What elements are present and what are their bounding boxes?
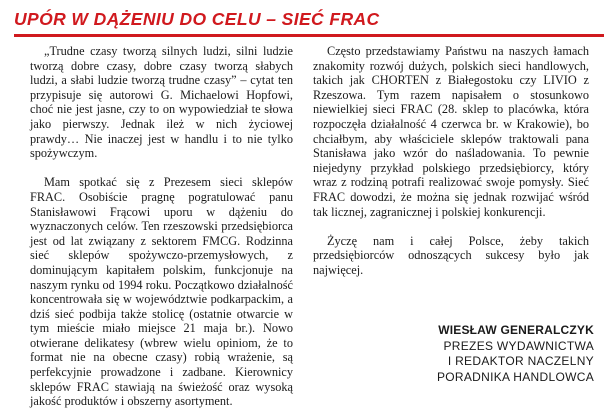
author-role: I REDAKTOR NACZELNY (447, 354, 594, 368)
paragraph: Często przedstawiamy Państwu na naszych łamach znakomity rozwój dużych, polskich sieci handlowych, takich jak CHORTEN z Białegostoku czy LIVIO z Rzeszowa. Tym razem napisałem o stosunkowo niewielkiej sieci FRAC (28. sklep to placówka, która rozpoczęła działalność 4 czerwca br. w Krakowie), bo chciałbym, aby właściciele sklepów traktowali pana Stanisława jako wzór do naśladowania. To pewnie niejedyny przykład polskiego przedsiębiorcy, który wraz z rodziną potrafi realizować swoje pomysły. Sieć FRAC dowodzi, że można się jednak rozwijać wśród tak licznej, zagranicznej i polskiej konkurencji. (313, 44, 589, 219)
author-name: WIESŁAW GENERALCZYK (438, 323, 594, 337)
paragraph: Mam spotkać się z Prezesem sieci sklepów FRAC. Osobiście pragnę pogratulować panu Stanisławowi Frącowi uporu w dążeniu do wyznaczonych celów. Ten rzeszowski przedsiębiorca jest od lat związany z sektorem FMCG. Rodzinna sieć sklepów spożywczo-przemysłowych, z dominującym kapitałem polskim, funkcjonuje na naszym rynku od 1994 roku. Początkowo działalność koncentrowała się w województwie podkarpackim, a dziś sieć podbija także stolicę (ostatnie otwarcie w tym mieście miało miejsce 21 maja br.). Nowo otwierane delikatesy (wbrew wielu opiniom, że to format nie na obecne czasy) robią wrażenie, są perfekcyjnie prowadzone i zadbane. Kierownicy sklepów FRAC stawiają na świeżość oraz wysoką jakość produktów i obszerny asortyment. (30, 175, 293, 409)
title-divider (14, 34, 604, 37)
author-signature (437, 323, 594, 385)
paragraph: Życzę nam i całej Polsce, żeby takich przedsiębiorców odnoszących sukcesy było jak najwięcej. (313, 233, 589, 277)
paragraph: „Trudne czasy tworzą silnych ludzi, silni ludzie tworzą dobre czasy, dobre czasy tworzą słabych ludzi, a słabi ludzie tworzą trudne czasy” – cytat ten przypisuje się autorowi G. Michaelowi Hopfowi, choć nie jest jasne, czy to on wypowiedział te słowa jako pierwszy. Jednak ileż w nich życiowej prawdy… Nie inaczej jest w handlu i to nie tylko spożywczym. (30, 44, 293, 161)
author-role: PORADNIKA HANDLOWCA (436, 369, 594, 384)
left-column (30, 44, 293, 409)
article-title: UPÓR W DĄŻENIU DO CELU – SIEĆ FRAC (14, 9, 380, 29)
right-column (313, 44, 589, 278)
author-role: PREZES WYDAWNICTWA (443, 338, 594, 353)
